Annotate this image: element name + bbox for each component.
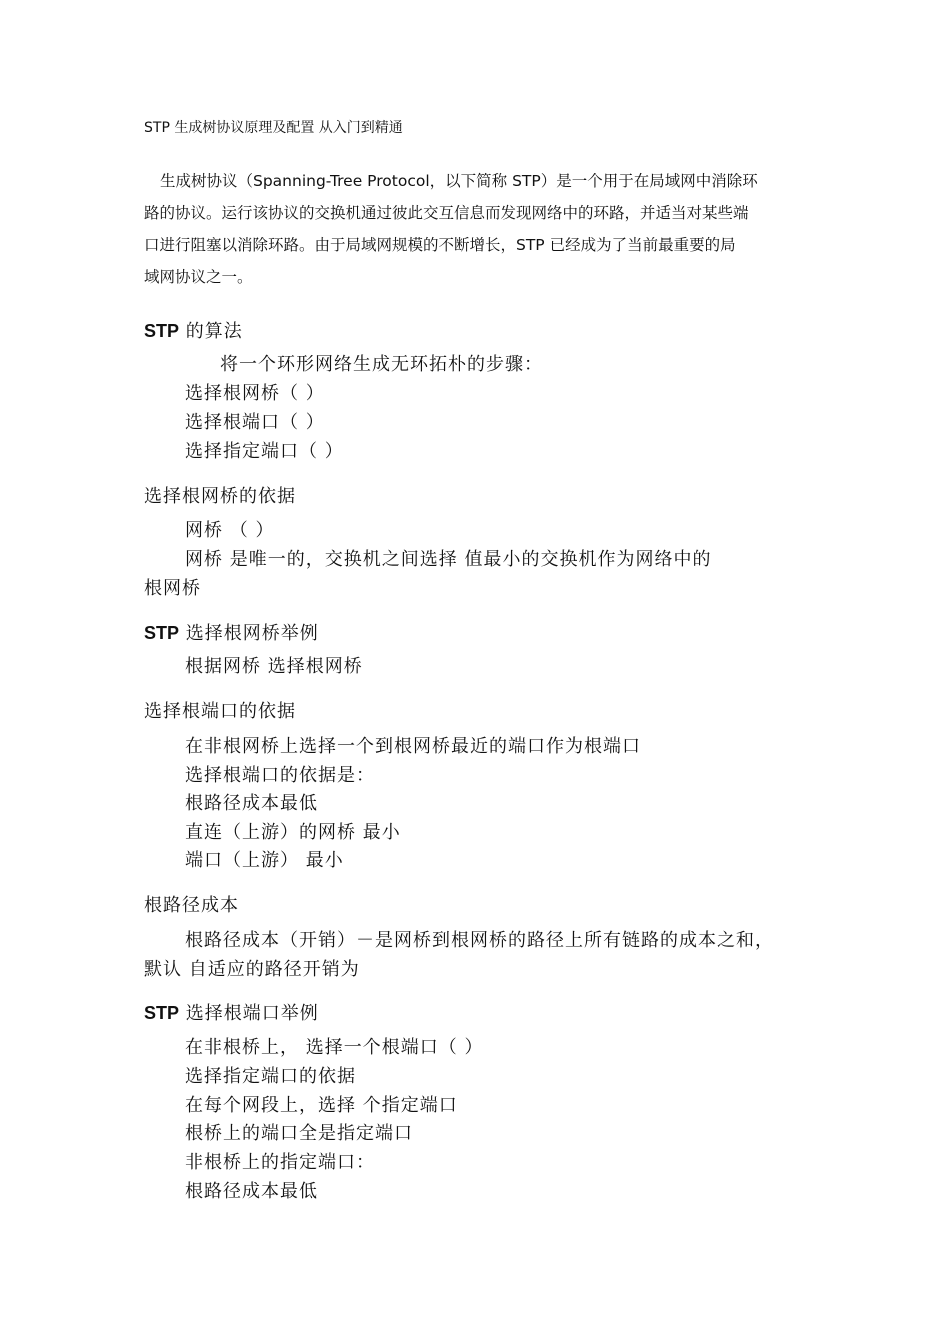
root-port-example-4: 根桥上的端口全是指定端口 [185, 1123, 413, 1144]
intro-line-4: 域网协议之一。 [144, 268, 253, 286]
intro-line-2: 路的协议。运行该协议的交换机通过彼此交互信息而发现网络中的环路，并适当对某些端 [144, 204, 749, 222]
root-port-example-3: 在每个网段上，选择 个指定端口 [185, 1095, 458, 1116]
root-bridge-basis-2: 网桥 是唯一的，交换机之间选择 值最小的交换机作为网络中的 [185, 549, 712, 570]
heading-bold: STP [144, 623, 180, 643]
algo-step-3: 选择指定端口（ ） [185, 441, 344, 462]
heading-bold: STP [144, 321, 180, 341]
root-path-cost-2: 默认 自适应的路径开销为 [144, 959, 360, 980]
root-port-basis-4: 直连（上游）的网桥 最小 [185, 822, 401, 843]
heading-bold: STP [144, 1003, 180, 1023]
root-bridge-basis-1: 网桥 （ ） [185, 520, 275, 541]
section-heading-algorithm [144, 322, 243, 341]
root-path-cost-1: 根路径成本（开销）－是网桥到根网桥的路径上所有链路的成本之和， [185, 930, 774, 951]
heading-rest: 选择根网桥举例 [179, 623, 319, 644]
algo-step-2: 选择根端口（ ） [185, 412, 325, 433]
section-heading-root-port-example [144, 1004, 319, 1023]
root-port-basis-3: 根路径成本最低 [185, 793, 318, 814]
intro-line-1: 生成树协议（Spanning-Tree Protocol，以下简称 STP）是一个用于在局域网中消除环 [160, 172, 758, 190]
root-bridge-example: 根据网桥 选择根网桥 [185, 656, 363, 677]
intro-line-3: 口进行阻塞以消除环路。由于局域网规模的不断增长，STP 已经成为了当前最重要的局 [144, 236, 736, 254]
page-title: STP 生成树协议原理及配置 从入门到精通 [144, 120, 403, 136]
root-port-basis-5: 端口（上游） 最小 [185, 850, 344, 871]
root-port-basis-1: 在非根网桥上选择一个到根网桥最近的端口作为根端口 [185, 736, 641, 757]
section-heading-root-path-cost: 根路径成本 [144, 895, 239, 916]
root-bridge-basis-3: 根网桥 [144, 578, 201, 599]
section-heading-root-bridge-basis: 选择根网桥的依据 [144, 486, 296, 507]
root-port-example-2: 选择指定端口的依据 [185, 1066, 356, 1087]
root-port-example-5: 非根桥上的指定端口： [185, 1152, 375, 1173]
heading-rest: 选择根端口举例 [179, 1003, 319, 1024]
root-port-basis-2: 选择根端口的依据是： [185, 765, 375, 786]
heading-rest: 的算法 [179, 321, 243, 342]
section-heading-root-port-basis: 选择根端口的依据 [144, 701, 296, 722]
root-port-example-6: 根路径成本最低 [185, 1181, 318, 1202]
algo-intro: 将一个环形网络生成无环拓朴的步骤： [220, 354, 543, 375]
section-heading-root-bridge-example [144, 624, 319, 643]
algo-step-1: 选择根网桥（ ） [185, 383, 325, 404]
root-port-example-1: 在非根桥上， 选择一个根端口（ ） [185, 1037, 484, 1058]
